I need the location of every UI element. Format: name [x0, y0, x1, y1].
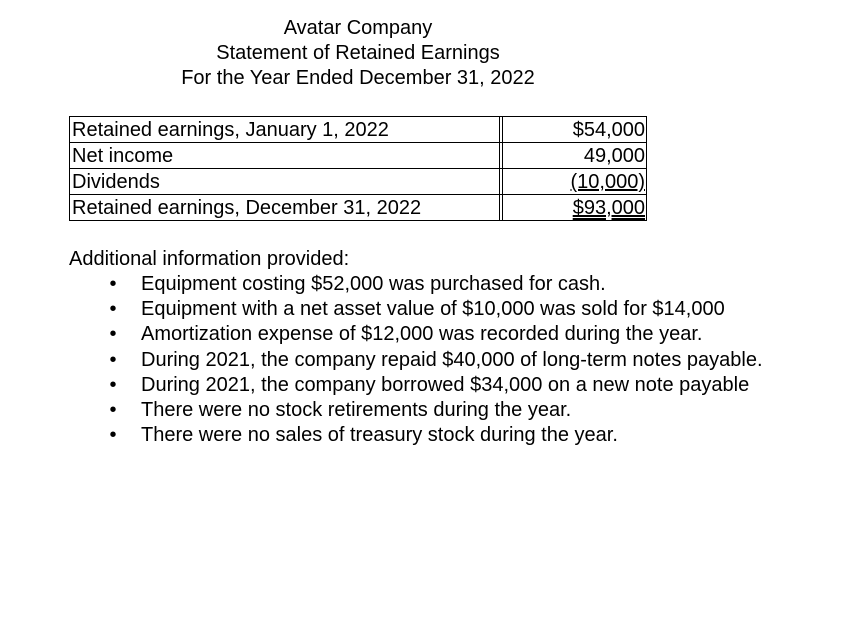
list-item-text: Amortization expense of $12,000 was recorded during the year.: [141, 323, 703, 346]
statement-period: For the Year Ended December 31, 2022: [181, 67, 535, 89]
row-label: Retained earnings, December 31, 2022: [70, 195, 500, 221]
list-item-text: There were no stock retirements during the year.: [141, 399, 572, 422]
bullet-icon: •: [109, 424, 117, 447]
list-item-text: During 2021, the company repaid $40,000 of long-term notes payable.: [141, 348, 763, 371]
retained-earnings-table: [69, 116, 647, 221]
bullet-icon: •: [109, 373, 117, 396]
table-row: [70, 117, 647, 143]
company-name: Avatar Company: [283, 17, 433, 39]
row-label: Net income: [70, 143, 500, 169]
statement-header: [0, 16, 716, 91]
row-amount: 49,000: [503, 143, 647, 169]
table-row: [70, 195, 647, 221]
table-row: [70, 169, 647, 195]
list-item: [69, 398, 763, 423]
row-label: Dividends: [70, 169, 500, 195]
bullet-icon: •: [109, 298, 117, 321]
list-item: [69, 272, 763, 297]
row-amount: $54,000: [503, 117, 647, 143]
bullet-icon: •: [109, 323, 117, 346]
list-item: [69, 297, 763, 322]
list-item: [69, 348, 763, 373]
row-amount-total: $93,000: [572, 197, 645, 219]
row-amount: (10,000): [570, 171, 645, 193]
list-item-text: Equipment with a net asset value of $10,000 was sold for $14,000: [141, 298, 725, 321]
additional-information: [69, 247, 763, 448]
statement-title: Statement of Retained Earnings: [216, 42, 500, 64]
table-row: [70, 143, 647, 169]
list-item-text: Equipment costing $52,000 was purchased for cash.: [141, 273, 606, 295]
list-item: [69, 373, 763, 398]
list-item: [69, 322, 763, 347]
additional-list: [69, 272, 763, 448]
bullet-icon: •: [109, 399, 117, 422]
row-label: Retained earnings, January 1, 2022: [70, 117, 500, 143]
bullet-icon: •: [109, 348, 117, 371]
bullet-icon: •: [109, 273, 117, 295]
additional-intro: Additional information provided:: [69, 248, 350, 270]
list-item-text: During 2021, the company borrowed $34,000 on a new note payable: [141, 373, 750, 396]
list-item: [69, 423, 763, 448]
list-item-text: There were no sales of treasury stock during the year.: [141, 424, 618, 447]
